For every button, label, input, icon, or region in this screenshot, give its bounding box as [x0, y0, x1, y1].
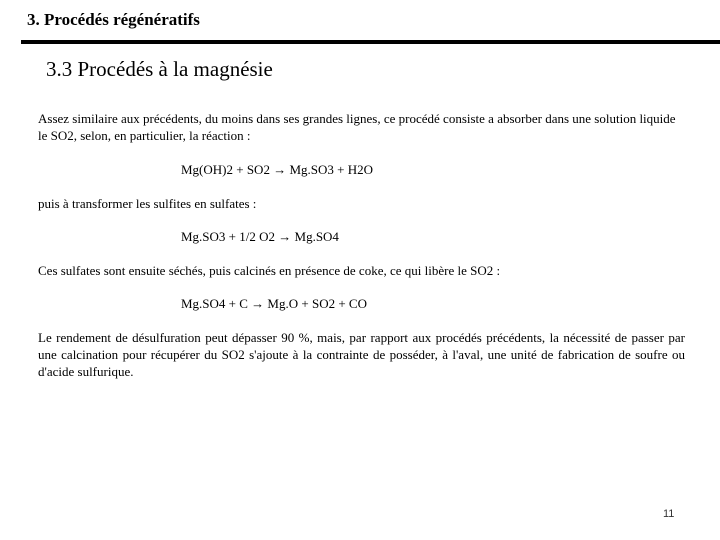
conclusion-paragraph: Le rendement de désulfuration peut dépasser 90 %, mais, par rapport aux procédés précédents, la nécessité de passer par une calcination pour récupérer du SO2 s'ajoute à la contrainte de posséder, à l'aval, une unité de fabrication de soufre ou d'acide sulfurique. — [38, 330, 685, 379]
page-number: 11 — [663, 508, 675, 520]
equation-calcination: Mg.SO4 + C → Mg.O + SO2 + CO — [181, 296, 367, 311]
transition-paragraph-1: puis à transformer les sulfites en sulfates : — [38, 196, 257, 211]
equation-oxidation: Mg.SO3 + 1/2 O2 → Mg.SO4 — [181, 229, 339, 244]
header-divider — [21, 40, 720, 44]
intro-paragraph: Assez similaire aux précédents, du moins dans ses grandes lignes, ce procédé consiste a absorber dans une solution liquide le SO2, selon, en particulier, la réaction : — [38, 111, 676, 143]
section-title: 3.3 Procédés à la magnésie — [46, 57, 273, 81]
transition-paragraph-2: Ces sulfates sont ensuite séchés, puis calcinés en présence de coke, ce qui libère le SO2 : — [38, 263, 501, 278]
chapter-title: 3. Procédés régénératifs — [27, 10, 200, 29]
equation-absorption: Mg(OH)2 + SO2 → Mg.SO3 + H2O — [181, 162, 373, 177]
